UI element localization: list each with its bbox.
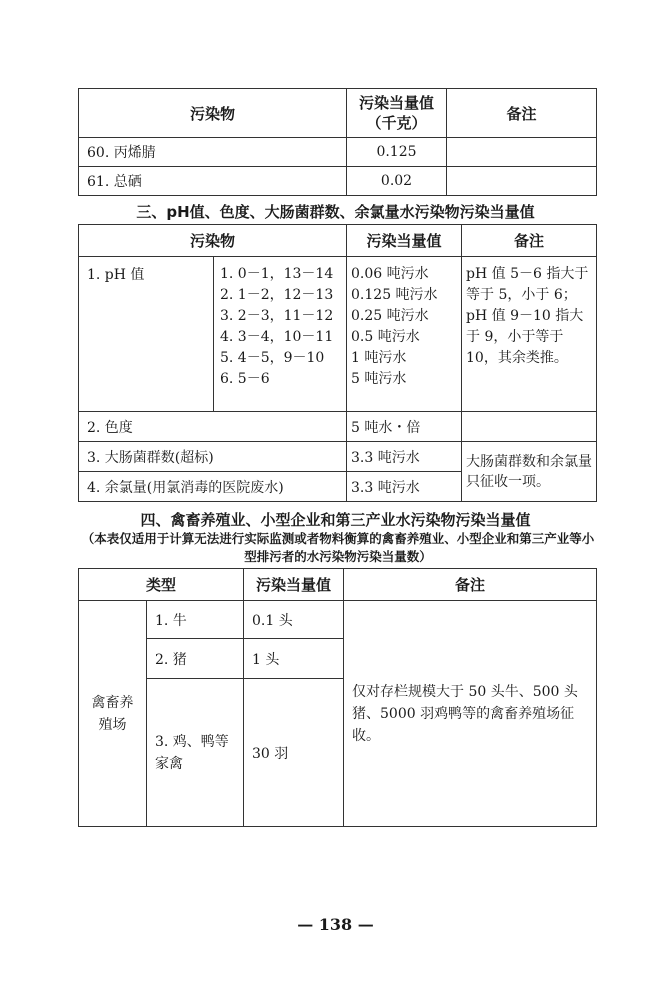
coliform-value: 3.3 吨污水: [347, 442, 462, 472]
table-row: [79, 601, 597, 639]
header-equivalent-value: [347, 89, 447, 138]
coliform-label: 3. 大肠菌群数(超标): [79, 442, 347, 472]
type-item: 3. 鸡、鸭等家禽: [147, 679, 244, 827]
ph-values: 0.06 吨污水 0.125 吨污水 0.25 吨污水 0.5 吨污水 1 吨污水 5 吨污水: [347, 257, 462, 412]
equivalent-value: 0.125: [347, 138, 447, 167]
header-equivalent-value: 污染当量值: [347, 225, 462, 257]
header-equivalent-value-text: 污染当量值（千克）: [358, 94, 434, 132]
type-item: 2. 猪: [147, 639, 244, 679]
header-remark: 备注: [462, 225, 597, 257]
header-remark: 备注: [344, 569, 597, 601]
header-type: 类型: [79, 569, 244, 601]
livestock-remark: 仅对存栏规模大于 50 头牛、500 头猪、5000 羽鸡鸭等的禽畜养殖场征收。: [344, 601, 597, 827]
ph-label: 1. pH 值: [79, 257, 214, 412]
equivalent-value: 0.02: [347, 167, 447, 196]
section-4-title: 四、禽畜养殖业、小型企业和第三产业水污染物污染当量值: [140, 511, 531, 529]
remark-cell: [447, 167, 597, 196]
header-pollutant: 污染物: [79, 89, 347, 138]
chlorine-label: 4. 余氯量(用氯消毒的医院废水): [79, 472, 347, 502]
ph-remark: pH 值 5－6 指大于等于 5，小于 6；pH 值 9－10 指大于 9，小于等于 10，其余类推。: [462, 257, 597, 412]
header-remark: 备注: [447, 89, 597, 138]
table-row-color: [79, 412, 597, 442]
category-livestock-farm: 禽畜养殖场: [79, 601, 147, 827]
table-section-3: [78, 224, 597, 502]
equivalent-value: 1 头: [244, 639, 344, 679]
color-label: 2. 色度: [79, 412, 347, 442]
equivalent-value: 30 羽: [244, 679, 344, 827]
table-pollutants-continued: [78, 88, 597, 196]
color-value: 5 吨水・倍: [347, 412, 462, 442]
table-row: [79, 167, 597, 196]
equivalent-value: 0.1 头: [244, 601, 344, 639]
pollutant-name: 61. 总硒: [79, 167, 347, 196]
pollutant-name: 60. 丙烯腈: [79, 138, 347, 167]
header-equivalent-value: 污染当量值: [244, 569, 344, 601]
remark-cell: [462, 412, 597, 442]
chlorine-value: 3.3 吨污水: [347, 472, 462, 502]
table-row: [79, 138, 597, 167]
page-number: — 138 —: [297, 915, 374, 934]
table-section-4: [78, 568, 597, 827]
ph-ranges: 1. 0－1，13－14 2. 1－2，12－13 3. 2－3，11－12 4. 3－4，10－11 5. 4－5，9－10 6. 5－6: [214, 257, 347, 412]
type-item: 1. 牛: [147, 601, 244, 639]
table-row-coliform: [79, 442, 597, 472]
coliform-chlorine-remark: 大肠菌群数和余氯量只征收一项。: [462, 442, 597, 502]
section-4-note: （本表仅适用于计算无法进行实际监测或者物料衡算的禽畜养殖业、小型企业和第三产业等小型排污者的水污染物污染当量数）: [81, 531, 595, 564]
remark-cell: [447, 138, 597, 167]
section-3-title: 三、pH值、色度、大肠菌群数、余氯量水污染物污染当量值: [136, 203, 535, 221]
table-row-ph: [79, 257, 597, 412]
header-pollutant: 污染物: [79, 225, 347, 257]
